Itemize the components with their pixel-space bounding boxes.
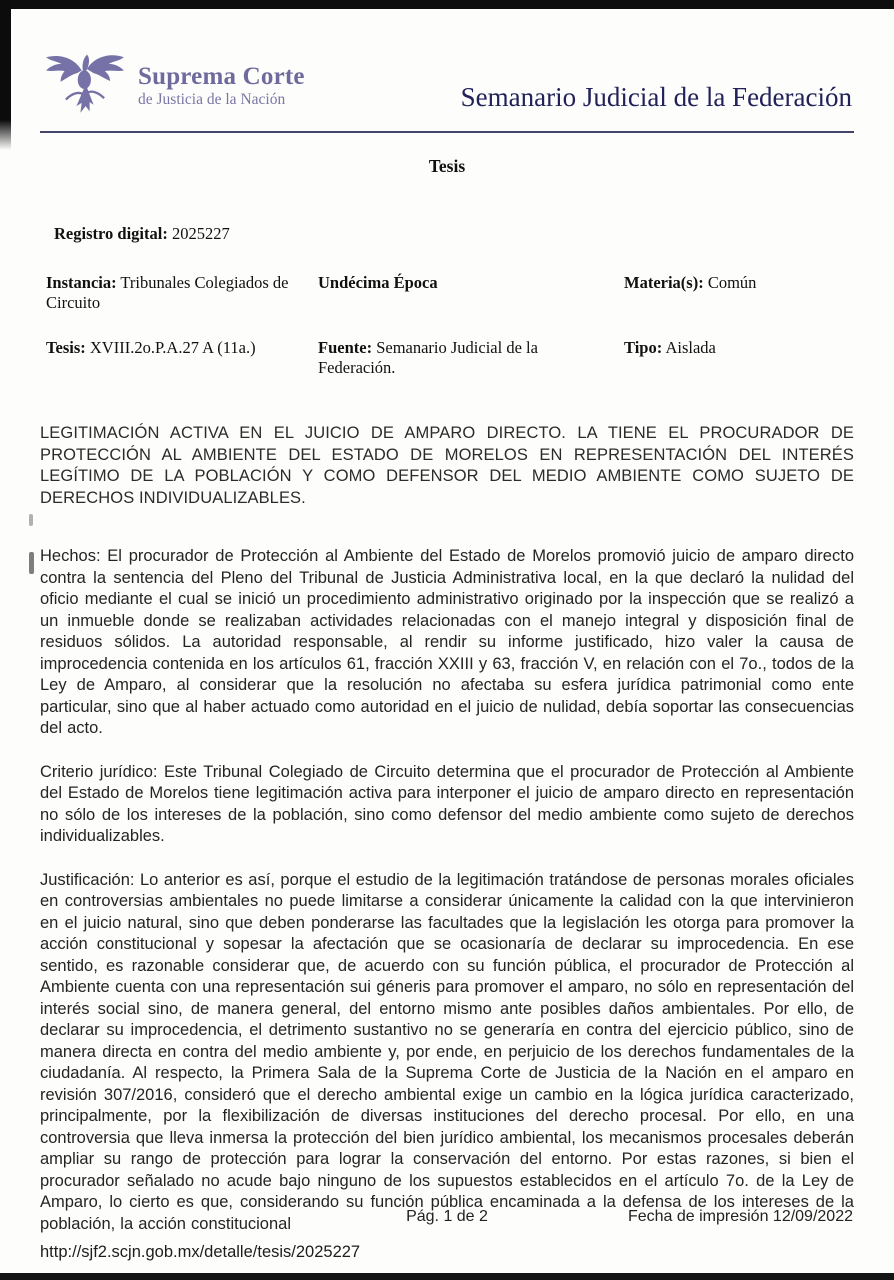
paragraph-hechos: Hechos: El procurador de Protección al Ambiente del Estado de Morelos promovió juicio de amparo directo contra la sentencia del Pleno del Tribunal de Justicia Administrativa local, en la que declaró la nulidad del oficio mediante el cual se inició un procedimiento administrativo originado por la inspección que se realizó a un inmueble donde se realizaban actividades relacionadas con el manejo integral y disposición final de residuos sólidos. La autoridad responsable, al rendir su informe justificado, hizo valer la causa de improcedencia contenida en los artículos 61, fracción XXIII y 63, fracción V, en relación con el 7o., todos de la Ley de Amparo, al considerar que la resolución no afectaba su esfera jurídica patrimonial como ente particular, sino que al haber actuado como autoridad en el juicio de nulidad, debía soportar las consecuencias del acto. <box>40 547 854 737</box>
paragraph-criterio-juridico: Criterio jurídico: Este Tribunal Colegiado de Circuito determina que el procurador de Protección al Ambiente del Estado de Morelos tiene legitimación activa para interponer el juicio de amparo directo en representación no sólo de los intereses de la población, sino como defensor del medio ambiente como sujeto de derechos individualizables. <box>40 762 854 845</box>
registro-digital <box>54 224 854 244</box>
meta-instancia: Instancia: Tribunales Colegiados de Circuito <box>46 273 289 312</box>
meta-tesis-numero: Tesis: XVIII.2o.P.A.27 A (11a.) <box>46 338 256 357</box>
meta-epoca: Undécima Época <box>318 273 438 292</box>
meta-tipo: Tipo: Aislada <box>624 338 716 357</box>
section-title: Tesis <box>428 156 466 176</box>
meta-fuente: Fuente: Semanario Judicial de la Federación. <box>318 338 538 377</box>
metadata-table <box>46 273 854 378</box>
tesis-heading: LEGITIMACIÓN ACTIVA EN EL JUICIO DE AMPARO DIRECTO. LA TIENE EL PROCURADOR DE PROTECCIÓN AL AMBIENTE DEL ESTADO DE MORELOS EN REPRESENTACIÓN DEL INTERÉS LEGÍTIMO DE LA POBLACIÓN Y COMO DEFENSOR DEL MEDIO AMBIENTE COMO SUJETO DE DERECHOS INDIVIDUALIZABLES. <box>40 424 854 507</box>
scjn-logo-title: Suprema Corte <box>138 63 305 90</box>
source-url: http://sjf2.scjn.gob.mx/detalle/tesis/2025227 <box>40 1243 361 1261</box>
scjn-logo-subtitle: de Justicia de la Nación <box>138 90 286 108</box>
registro-label: Registro digital: <box>54 224 168 243</box>
document-header <box>40 50 854 118</box>
page-footer <box>40 1208 854 1230</box>
registro-value: 2025227 <box>171 224 230 243</box>
meta-materia: Materia(s): Común <box>624 273 757 292</box>
publication-title: Semanario Judicial de la Federación <box>460 82 852 112</box>
page-indicator: Pág. 1 de 2 <box>406 1208 488 1225</box>
scjn-eagle-logo-icon <box>42 50 128 118</box>
header-divider <box>40 131 854 133</box>
scjn-logo-wordmark <box>138 64 305 107</box>
paragraph-justificacion: Justificación: Lo anterior es así, porque el estudio de la legitimación tratándose de personas morales oficiales en controversias ambientales no puede limitarse a considerar únicamente la calidad con la que intervinieron en el juicio natural, sino que deben ponderarse las facultades que la legislación les otorga para promover la acción constitucional y sopesar la afectación que se ocasionaría de declarar su improcedencia. En ese sentido, es razonable considerar que, de acuerdo con su función pública, el procurador de Protección al Ambiente cuenta con una representación sui géneris para promover el amparo, no sólo en representación del interés social sino, de manera general, del entorno mismo ante posibles daños ambientales. Por ello, de declarar su improcedencia, el detrimento sustantivo no se generaría en contra del ejercicio público, sino de manera directa en contra del medio ambiente y, por ende, en perjuicio de los derechos fundamentales de la ciudadanía. Al respecto, la Primera Sala de la Suprema Corte de Justicia de la Nación en el amparo en revisión 307/2016, consideró que el derecho ambiental exige un cambio en la lógica jurídica caracterizado, principalmente, por la flexibilización de diversas instituciones del derecho procesal. Por ello, en una controversia que lleva inmersa la protección del bien jurídico ambiental, los mecanismos procesales deberán ampliar su rango de protección para lograr la conservación del entorno. Por estas razones, si bien el procurador señalado no acude bajo ninguno de los supuestos establecidos en el artículo 7o. de la Ley de Amparo, lo cierto es que, considerando su función pública encaminada a la defensa de los intereses de la población, la acción constitucional <box>40 870 854 1233</box>
scjn-logo <box>42 50 305 118</box>
print-date: Fecha de impresión 12/09/2022 <box>627 1208 853 1225</box>
